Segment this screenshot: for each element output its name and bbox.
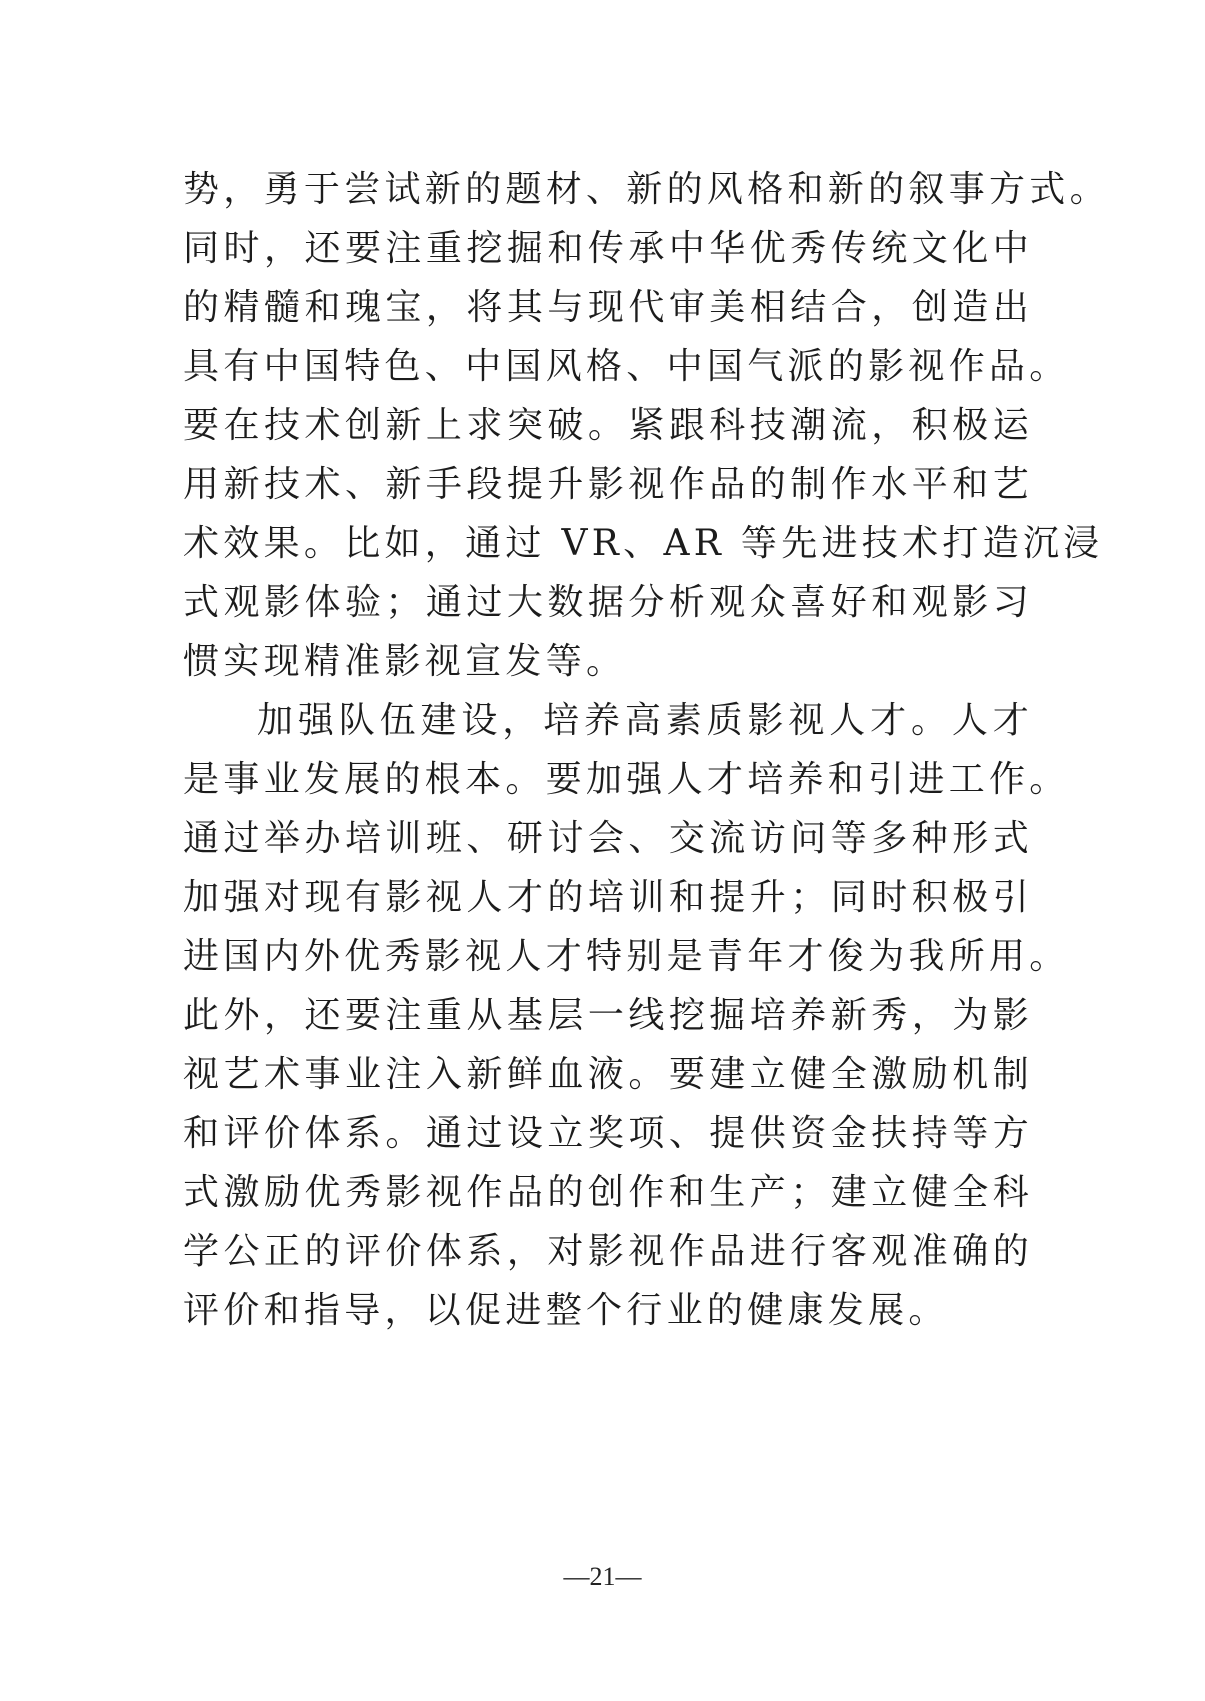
text-line: 通过举办培训班、研讨会、交流访问等多种形式 <box>183 818 1033 859</box>
text-line: 势，勇于尝试新的题材、新的风格和新的叙事方式。 <box>183 169 1110 210</box>
text-line: 此外，还要注重从基层一线挖掘培养新秀，为影 <box>183 995 1033 1036</box>
text-line: 的精髓和瑰宝，将其与现代审美相结合，创造出 <box>183 287 1033 328</box>
text-line: 评价和指导，以促进整个行业的健康发展。 <box>183 1290 949 1331</box>
text-line: 进国内外优秀影视人才特别是青年才俊为我所用。 <box>183 936 1070 977</box>
text-line: 具有中国特色、中国风格、中国气派的影视作品。 <box>183 346 1070 387</box>
text-line: 惯实现精准影视宣发等。 <box>183 641 627 682</box>
text-line: 式激励优秀影视作品的创作和生产；建立健全科 <box>183 1172 1033 1213</box>
text-line: 术效果。比如，通过 VR、AR 等先进技术打造沉浸 <box>183 523 1104 564</box>
text-line: 加强对现有影视人才的培训和提升；同时积极引 <box>183 877 1033 918</box>
body-text <box>183 160 1110 1340</box>
paragraph-1 <box>183 160 1110 691</box>
text-line: 式观影体验；通过大数据分析观众喜好和观影习 <box>183 582 1033 623</box>
paragraph-2 <box>183 691 1070 1340</box>
text-line: 用新技术、新手段提升影视作品的制作水平和艺 <box>183 464 1033 505</box>
text-line: 加强队伍建设，培养高素质影视人才。人才 <box>257 700 1033 741</box>
text-line: 同时，还要注重挖掘和传承中华优秀传统文化中 <box>183 228 1033 269</box>
text-line: 要在技术创新上求突破。紧跟科技潮流，积极运 <box>183 405 1033 446</box>
text-line: 视艺术事业注入新鲜血液。要建立健全激励机制 <box>183 1054 1033 1095</box>
page-number: —21— <box>563 1562 642 1591</box>
text-line: 和评价体系。通过设立奖项、提供资金扶持等方 <box>183 1113 1033 1154</box>
text-line: 是事业发展的根本。要加强人才培养和引进工作。 <box>183 759 1070 800</box>
text-line: 学公正的评价体系，对影视作品进行客观准确的 <box>183 1231 1033 1272</box>
